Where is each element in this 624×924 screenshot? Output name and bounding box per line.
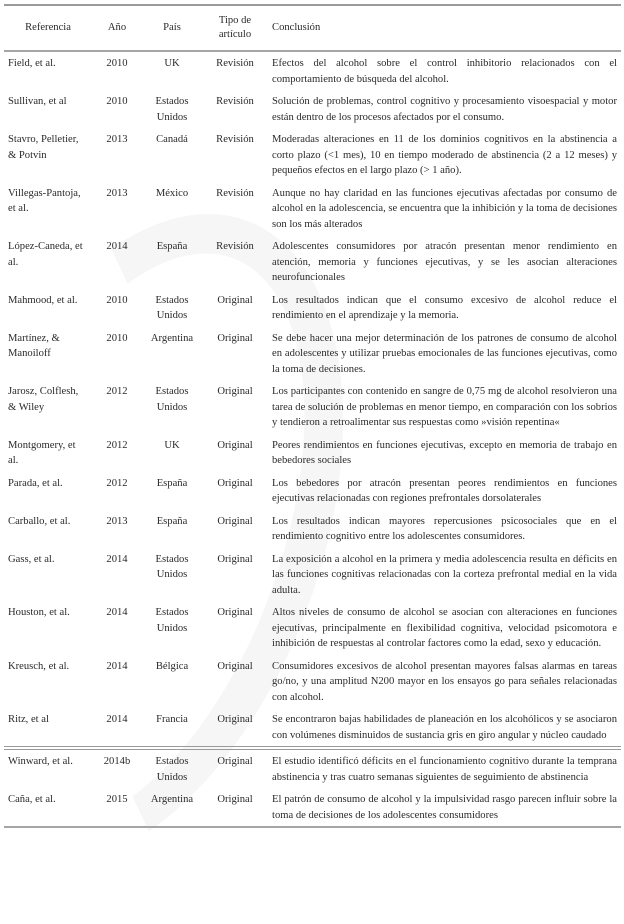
cell-referencia: Montgomery, et al. xyxy=(8,439,76,466)
cell-anio: 2010 xyxy=(106,58,128,69)
cell-referencia: Stavro, Pelletier, & Potvin xyxy=(8,134,79,161)
cell-pais: España xyxy=(156,515,188,527)
cell-referencia: Villegas-Pantoja, et al. xyxy=(8,187,81,214)
cell-tipo: Original xyxy=(217,386,253,397)
table-row xyxy=(4,235,621,289)
header-pais: País xyxy=(163,22,181,33)
cell-conclusion: El estudio identificó déficits en el funcionamiento cognitivo durante la temprana abstinencia y tras cuatro semanas siguientes de seguimiento de abstinencia xyxy=(268,748,621,788)
table-row xyxy=(4,289,621,327)
cell-referencia: Mahmood, et al. xyxy=(8,294,78,306)
cell-tipo: Original xyxy=(217,714,253,725)
cell-pais: España xyxy=(156,477,188,489)
cell-referencia: Caña, et al. xyxy=(8,794,56,805)
cell-conclusion: El patrón de consumo de alcohol y la impulsividad rasgo parecen influir sobre la toma de decisiones de los adolescentes consumidores xyxy=(272,794,617,821)
cell-pais: Canadá xyxy=(156,134,188,145)
cell-tipo: Revisión xyxy=(216,58,254,69)
cell-referencia: Parada, et al. xyxy=(8,477,63,489)
cell-anio: 2014b xyxy=(92,748,142,788)
cell-tipo: Original xyxy=(217,439,253,451)
table-row xyxy=(4,128,621,182)
cell-pais: Argentina xyxy=(150,794,194,805)
cell-conclusion: Se encontraron bajas habilidades de planeación en los alcohólicos y se asociaron con volúmenes disminuidos de sustancia gris en giro angular y núcleo caudado xyxy=(272,714,617,741)
cell-pais: Estados Unidos xyxy=(155,96,189,123)
cell-anio: 2010 xyxy=(106,332,128,344)
cell-referencia: Sullivan, et al xyxy=(8,96,67,107)
table-row xyxy=(4,748,621,788)
cell-referencia: Houston, et al. xyxy=(8,607,70,618)
cell-referencia: Gass, et al. xyxy=(8,553,55,565)
cell-conclusion: Se debe hacer una mejor determinación de los patrones de consumo de alcohol en adolescentes y utilizar pruebas emocionales de las funciones ejecutivas, como la toma de decisiones. xyxy=(272,332,617,375)
cell-referencia: López-Caneda, et al. xyxy=(8,241,83,268)
cell-pais: España xyxy=(156,241,188,252)
cell-pais: Estados Unidos xyxy=(155,386,189,413)
cell-pais: Estados Unidos xyxy=(142,748,202,788)
cell-tipo: Original xyxy=(217,660,253,672)
cell-pais: UK xyxy=(164,58,180,69)
header-tipo-articulo: Tipo de artículo xyxy=(218,15,252,40)
cell-anio: 2014 xyxy=(106,714,128,725)
cell-tipo: Original xyxy=(217,294,253,306)
cell-tipo: Original xyxy=(217,332,253,344)
cell-tipo: Original xyxy=(217,553,253,565)
cell-pais: México xyxy=(155,187,189,199)
cell-pais: Bélgica xyxy=(155,660,189,672)
cell-conclusion: Los resultados indican mayores repercusiones psicosociales que en el rendimiento cognitivo entre los adolescentes consumidores. xyxy=(272,515,617,542)
table-header-row xyxy=(4,5,621,51)
table-row xyxy=(4,182,621,236)
cell-referencia: Carballo, et al. xyxy=(8,515,71,527)
table-row xyxy=(4,548,621,602)
cell-anio: 2014 xyxy=(106,607,128,618)
header-referencia: Referencia xyxy=(25,22,71,33)
cell-pais: UK xyxy=(164,439,180,451)
cell-tipo: Original xyxy=(217,794,253,805)
cell-tipo: Original xyxy=(217,477,253,489)
cell-conclusion: Los bebedores por atracón presentan peores rendimientos en funciones ejecutivas relacionadas con regiones prefrontales dorsolaterales xyxy=(272,477,617,504)
table-row xyxy=(4,708,621,748)
cell-tipo: Revisión xyxy=(216,96,254,107)
cell-tipo: Original xyxy=(217,515,253,527)
cell-referencia: Kreusch, et al. xyxy=(8,660,70,672)
table-row xyxy=(4,510,621,548)
cell-conclusion: Altos niveles de consumo de alcohol se asocian con alteraciones en funciones ejecutivas, principalmente en flexibilidad cognitiva, velocidad psicomotora e inhibición de respuestas al controlar factores como la edad, sexo y educación. xyxy=(272,607,617,649)
table-row xyxy=(4,472,621,510)
table-row xyxy=(4,327,621,381)
cell-anio: 2014 xyxy=(106,660,128,672)
table-row xyxy=(4,434,621,472)
table-row xyxy=(4,90,621,128)
cell-anio: 2014 xyxy=(106,553,128,565)
cell-tipo: Revisión xyxy=(216,241,254,252)
table-row xyxy=(4,380,621,434)
cell-anio: 2010 xyxy=(106,96,128,107)
cell-conclusion: Efectos del alcohol sobre el control inhibitorio relacionados con el comportamiento de búsqueda del alcohol. xyxy=(272,58,617,85)
cell-conclusion: Aunque no hay claridad en las funciones ejecutivas afectadas por consumo de alcohol en la adolescencia, se encuentra que la inhibición y la toma de decisiones son los más alterados xyxy=(272,187,617,230)
cell-conclusion: Los participantes con contenido en sangre de 0,75 mg de alcohol resolvieron una tarea de solución de problemas en menor tiempo, en comparación con los sobrios y tendieron a retroalimentar sus respuestas como »visión repentina« xyxy=(272,386,617,428)
header-anio: Año xyxy=(107,22,127,33)
studies-table xyxy=(4,4,621,828)
cell-anio: 2014 xyxy=(106,241,128,252)
cell-pais: Estados Unidos xyxy=(155,607,189,634)
cell-conclusion: Moderadas alteraciones en 11 de los dominios cognitivos en la abstinencia a corto plazo (<1 mes), 10 en tiempo moderado de abstinencia (2 a 12 meses) y pequeños efectos en el largo plazo (> 1 año). xyxy=(272,134,617,176)
cell-pais: Argentina xyxy=(150,332,194,344)
cell-referencia: Winward, et al. xyxy=(4,748,92,788)
cell-anio: 2013 xyxy=(106,134,128,145)
cell-conclusion: Solución de problemas, control cognitivo y procesamiento visoespacial y motor están dentro de los procesos afectados por el consumo. xyxy=(272,96,617,123)
cell-anio: 2013 xyxy=(106,187,128,199)
cell-referencia: Martínez, & Manoiloff xyxy=(8,332,60,359)
table-row xyxy=(4,655,621,709)
cell-anio: 2010 xyxy=(106,294,128,306)
cell-pais: Estados Unidos xyxy=(155,553,189,580)
cell-pais: Francia xyxy=(156,714,188,725)
cell-anio: 2012 xyxy=(106,386,128,397)
cell-conclusion: Consumidores excesivos de alcohol presentan mayores falsas alarmas en tareas go/no, y una amplitud N200 mayor en los ensayos go para señales relacionadas con alcohol. xyxy=(272,660,617,703)
table-row xyxy=(4,788,621,827)
cell-anio: 2013 xyxy=(106,515,128,527)
cell-tipo: Revisión xyxy=(216,187,254,199)
cell-anio: 2015 xyxy=(106,794,128,805)
cell-tipo: Original xyxy=(217,607,253,618)
table-row xyxy=(4,51,621,90)
cell-anio: 2012 xyxy=(106,477,128,489)
cell-pais: Estados Unidos xyxy=(155,294,189,321)
cell-conclusion: Los resultados indican que el consumo excesivo de alcohol reduce el rendimiento en el aprendizaje y la memoria. xyxy=(272,294,617,321)
cell-conclusion: Peores rendimientos en funciones ejecutivas, excepto en memoria de trabajo en bebedores sociales xyxy=(272,439,617,466)
cell-referencia: Field, et al. xyxy=(8,58,56,69)
cell-referencia: Ritz, et al xyxy=(8,714,49,725)
cell-tipo: Original xyxy=(202,748,268,788)
cell-anio: 2012 xyxy=(106,439,128,451)
cell-conclusion: La exposición a alcohol en la primera y media adolescencia resulta en déficits en las funciones cognitivas relacionadas con la corteza prefrontal medial en la vida adulta. xyxy=(272,553,617,596)
cell-referencia: Jarosz, Colflesh, & Wiley xyxy=(8,386,79,413)
cell-conclusion: Adolescentes consumidores por atracón presentan menor rendimiento en atención, memoria y funciones ejecutivas, y se les asocian alteraciones neurofuncionales xyxy=(272,241,617,283)
cell-tipo: Revisión xyxy=(216,134,254,145)
table-row xyxy=(4,601,621,655)
header-conclusion: Conclusión xyxy=(272,22,321,33)
